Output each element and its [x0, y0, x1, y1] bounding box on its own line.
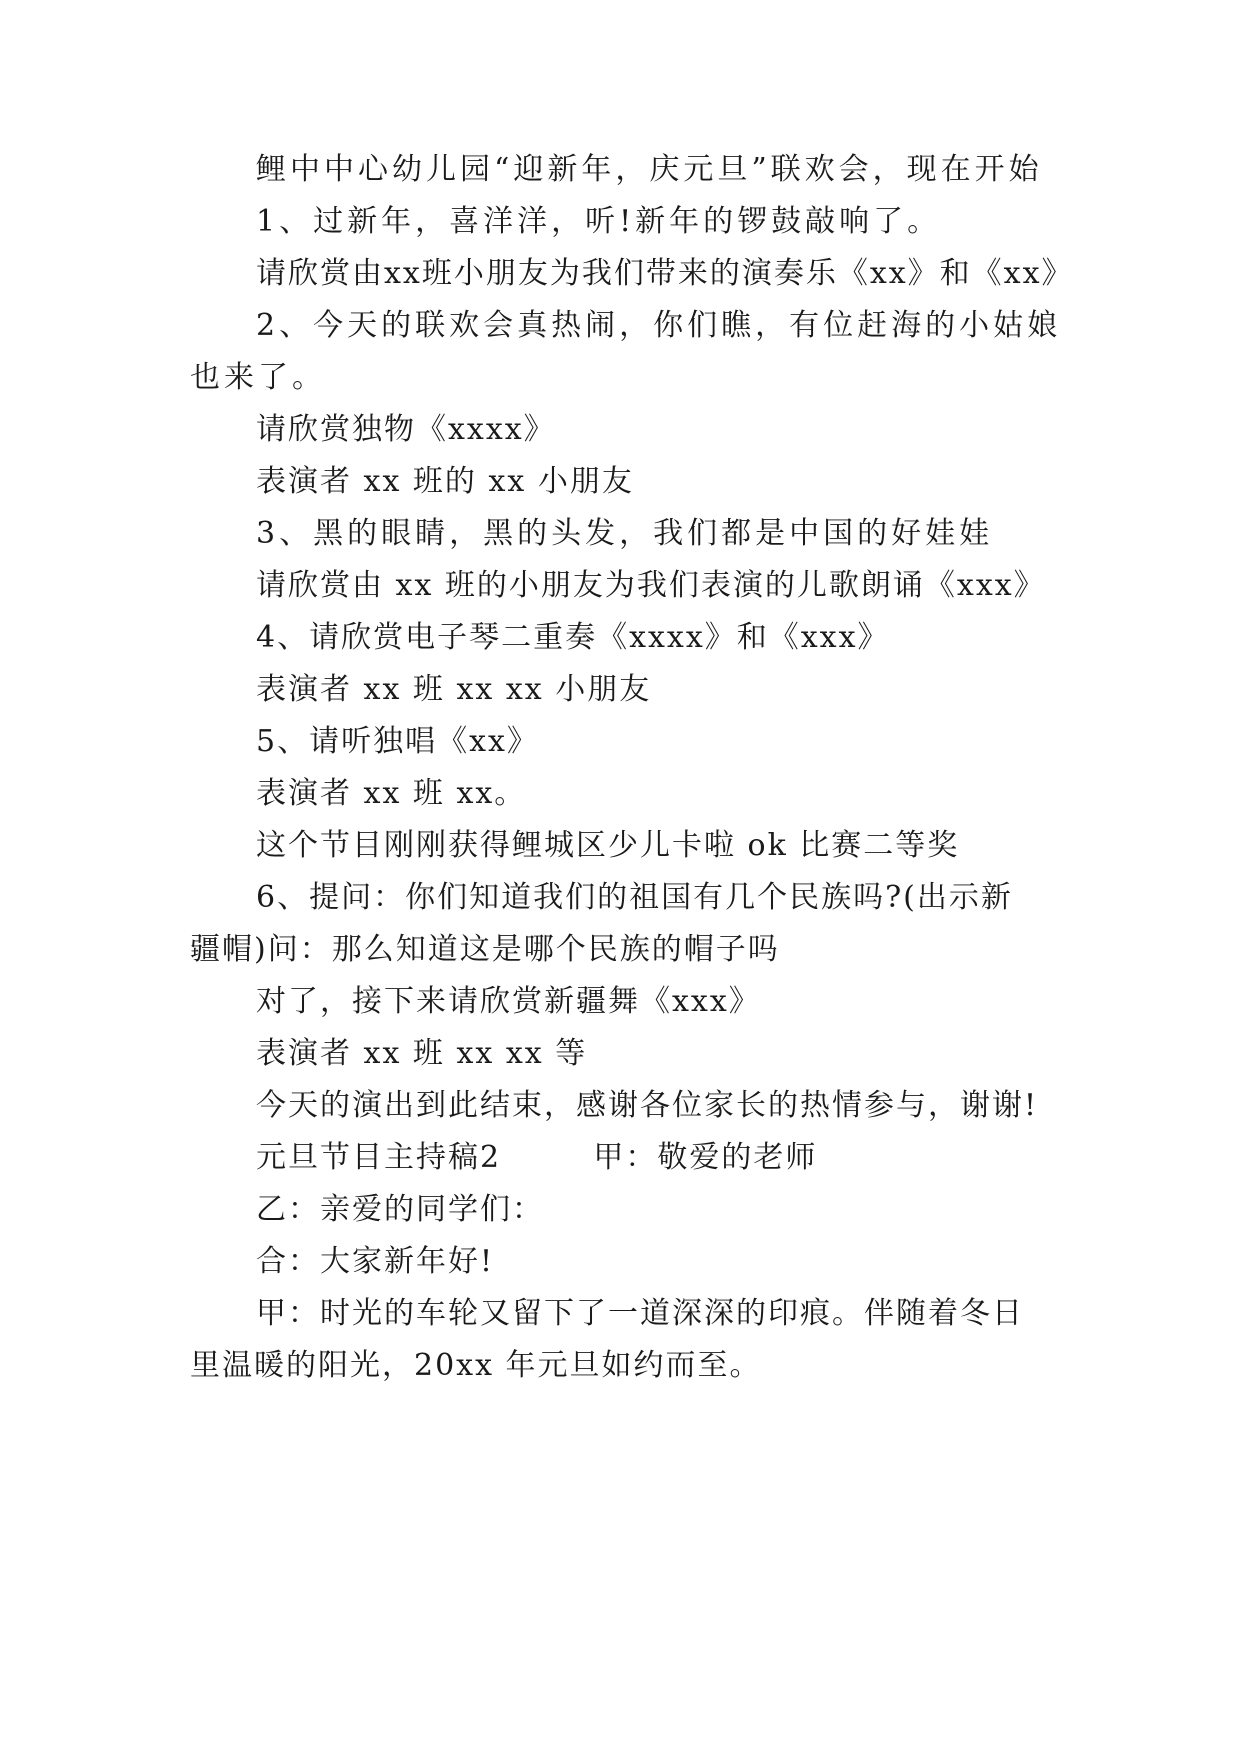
paragraph-line: 请欣赏独物《xxxx》	[256, 412, 556, 447]
paragraph-line: 表演者 xx 班 xx xx 小朋友	[256, 672, 652, 707]
paragraph-line: 甲：时光的车轮又留下了一道深深的印痕。伴随着冬日	[256, 1296, 1024, 1331]
paragraph-line: 疆帽)问：那么知道这是哪个民族的帽子吗	[190, 932, 780, 967]
paragraph-line: 对了，接下来请欣赏新疆舞《xxx》	[256, 984, 761, 1019]
paragraph-line: 1、过新年，喜洋洋，听!新年的锣鼓敲响了。	[256, 204, 942, 239]
paragraph-line: 请欣赏由xx班小朋友为我们带来的演奏乐《xx》和《xx》	[256, 256, 1074, 291]
paragraph-line: 合：大家新年好!	[256, 1244, 495, 1279]
paragraph-line: 里温暖的阳光，20xx 年元旦如约而至。	[190, 1348, 762, 1383]
paragraph-line: 6、提问：你们知道我们的祖国有几个民族吗?(出示新	[256, 880, 1013, 915]
paragraph-line: 也来了。	[190, 360, 326, 395]
paragraph-line: 表演者 xx 班 xx xx 等	[256, 1036, 588, 1071]
paragraph-line: 4、请欣赏电子琴二重奏《xxxx》和《xxx》	[256, 620, 890, 655]
paragraph-line: 表演者 xx 班 xx。	[256, 776, 527, 811]
paragraph-line: 这个节目刚刚获得鲤城区少儿卡啦 ok 比赛二等奖	[256, 828, 960, 863]
paragraph-line: 表演者 xx 班的 xx 小朋友	[256, 464, 634, 499]
paragraph-line: 5、请听独唱《xx》	[256, 724, 539, 759]
paragraph-line: 3、黑的眼睛，黑的头发，我们都是中国的好娃娃	[256, 516, 994, 551]
paragraph-line: 2、今天的联欢会真热闹，你们瞧，有位赶海的小姑娘	[256, 308, 1062, 343]
paragraph-line: 今天的演出到此结束，感谢各位家长的热情参与，谢谢!	[256, 1088, 1039, 1123]
paragraph-line: 请欣赏由 xx 班的小朋友为我们表演的儿歌朗诵《xxx》	[256, 568, 1046, 603]
paragraph-line: 元旦节目主持稿2 甲：敬爱的老师	[256, 1140, 818, 1175]
paragraph-line: 鲤中中心幼儿园“迎新年，庆元旦”联欢会，现在开始	[256, 152, 1043, 187]
paragraph-line: 乙：亲爱的同学们：	[256, 1192, 544, 1227]
